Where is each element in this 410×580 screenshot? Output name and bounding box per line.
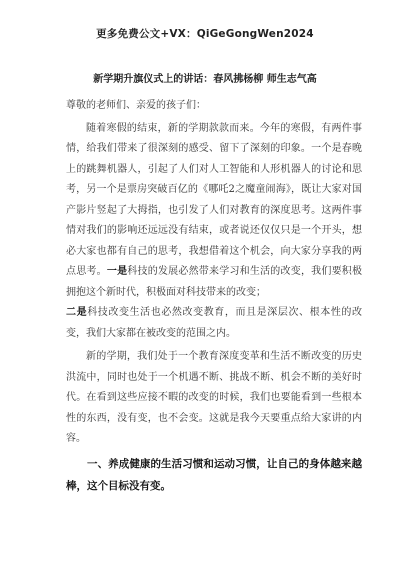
promo-header: 更多免费公文+VX：QiGeGongWen2024: [96, 28, 314, 40]
paragraph-intro-text: 随着寒假的结束，新的学期款款而来。今年的寒假，有两件事情，给我们带来了很深刻的感受、留下了深刻的印象。一个是春晚上的跳舞机器人，引起了人们对人工智能和人形机器人的讨论和思考，另一个是票房突破百亿的《哪吒2之魔童闹海》，既让大家对国产影片竖起了大拇指，也引发了人们对教育的深度思考。这两件事情对我们的影响还远远没有结束，或者说还仅仅只是一个开头，想必大家也都有自己的思考，我想借着这个机会，向大家分享我的两点思考。: [66, 122, 362, 277]
point-one-text: 科技的发展必然带来学习和生活的改变，我们要积极拥抱这个新时代，积极面对科技带来的改变；: [66, 266, 363, 298]
point-two-lead: 二是: [66, 307, 88, 318]
paragraph-new-semester: 新的学期，我们处于一个教育深度变革和生活不断改变的历史洪流中，同时也处于一个机遇不断、挑战不断、机会不断的美好时代。在看到这些应接不暇的改变的时候，我们也要能看到一些根本性的东西，没有变，也不会变。这就是我今天要重点给大家讲的内容。: [66, 351, 362, 444]
point-one-lead: 一是: [106, 266, 128, 277]
document-body: [66, 96, 362, 497]
section-heading-one: 一、养成健康的生活习惯和运动习惯，让自己的身体越来越棒，这个目标没有变。: [66, 457, 362, 492]
document-title: 新学期升旗仪式上的讲话：春风拂杨柳 师生志气高: [93, 74, 317, 85]
point-two-text: 科技改变生活也必然改变教育，而且是深层次、根本性的改变，我们大家都在被改变的范围之内。: [66, 307, 363, 339]
salutation: 尊敬的老师们、亲爱的孩子们：: [66, 100, 206, 111]
paragraph-intro: [66, 119, 362, 345]
